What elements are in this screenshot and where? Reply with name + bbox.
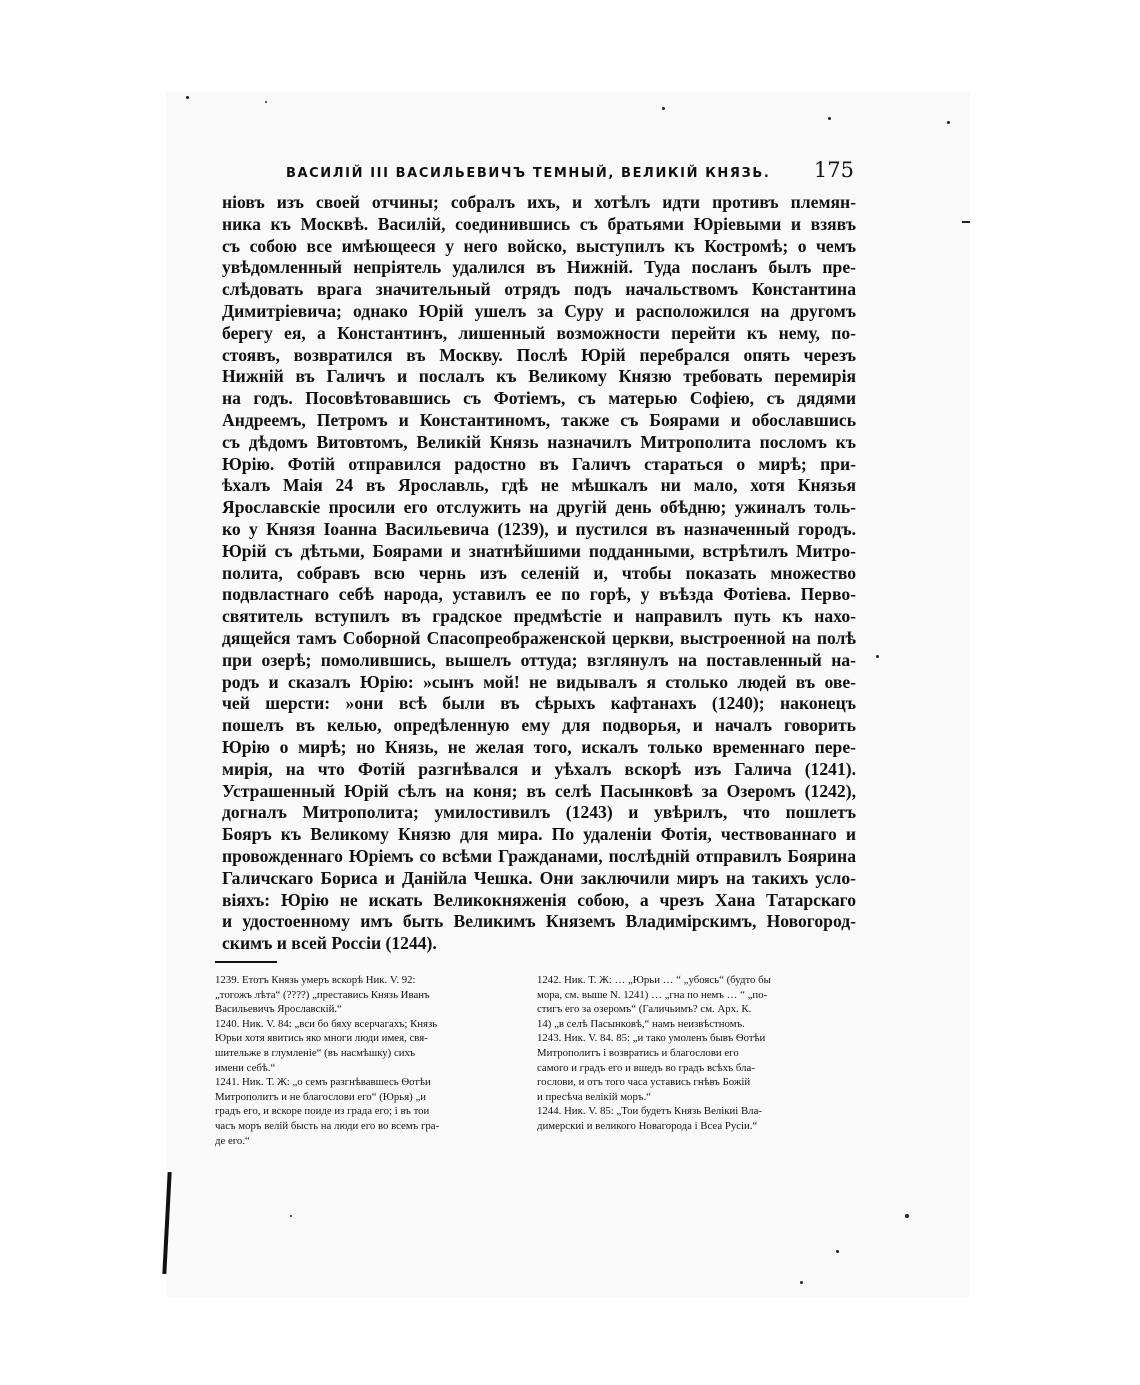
text-line: берегу ея, а Константинъ, лишенный возможности перейти къ нему, по- [222,322,856,343]
footnote-line: самого и градъ его и вшедъ во градъ всѣхъ бла- [537,1061,755,1074]
footnote-line: 1240. Ник. V. 84: „вси бо бяху всерчагахъ; Князь [215,1017,438,1030]
footnote-line: 1244. Ник. V. 85: „Тои будетъ Князь Велікиі Вла- [537,1105,762,1118]
text-line: пошелъ въ келью, опредѣленную ему для подворья, и началъ говорить [222,715,856,736]
scan-speck [265,101,267,103]
text-line: слѣдовать врага значительный отрядъ подъ начальствомъ Константина [222,279,856,300]
scan-speck [836,1250,839,1253]
scan-speck [290,1215,292,1217]
page-number: 175 [813,158,854,182]
text-line: Юрію. Фотій отправился радостно въ Галичъ стараться о мирѣ; при- [222,453,856,474]
main-text [222,192,856,955]
footnote-separator [215,961,277,963]
running-title: ВАСИЛІЙ III ВАСИЛЬЕВИЧЪ ТЕМНЫЙ, ВЕЛИКІЙ КНЯЗЬ. [286,166,771,181]
text-line: догналъ Митрополита; умилостивилъ (1243) и увѣрилъ, что пошлетъ [222,802,856,823]
footnote-line: 14) „в селѣ Пасынковѣ,“ намъ неизвѣстномъ. [537,1017,745,1030]
text-line: при озерѣ; помолившись, вышелъ оттуда; взглянулъ на поставленный на- [222,649,856,670]
footnote-line: 1243. Ник. V. 84. 85: „и тако умоленъ бывъ Ѳотѣи [537,1032,766,1045]
footnotes-right-column [537,973,855,1134]
text-line: Андреемъ, Петромъ и Константиномъ, также съ Боярами и обославшись [222,409,856,430]
text-line: ѣхалъ Маія 24 въ Ярославль, гдѣ не мѣшкалъ ни мало, хотя Князья [222,475,856,496]
text-line: Галичскаго Бориса и Данійла Чешка. Они заключили миръ на такихъ усло- [222,867,856,888]
page-header [262,158,862,192]
text-line: стоявъ, возвратился въ Москву. Послѣ Юрій перебрался опять черезъ [222,344,856,365]
footnote-line: Митрополитъ и не благослови его“ (Юрья) „и [215,1090,427,1103]
scan-speck [662,107,665,110]
footnote-line: имени себѣ.“ [215,1061,276,1074]
footnote-line: Юрьи хотя явитись яко многи люди имея, свя- [215,1032,428,1045]
footnote-line: и пресѣча велікій моръ.“ [537,1090,651,1103]
footnote-line: гослови, и отъ того часа уставись гнѣвъ Божій [537,1076,751,1089]
footnote-line: градъ его, и вскоре поиде из града его; і въ тои [215,1105,430,1118]
footnote-line: 1242. Ник. Т. Ж: … „Юрьи … “ „убоясь“ (будто бы [537,974,771,986]
footnote-line: 1239. Етотъ Князь умеръ вскорѣ Ник. V. 92: [215,974,416,986]
footnote-line: шительже в глумленіе“ (въ насмѣшку) сихъ [215,1046,416,1059]
text-line: съ дѣдомъ Витовтомъ, Великій Князь назначилъ Митрополита посломъ къ [222,431,856,452]
footnote-line: „тогожъ лѣта“ (????) „преставись Князь Иванъ [215,988,430,1001]
scan-speck [800,1281,803,1284]
text-line: Нижній въ Галичъ и послалъ къ Великому Князю требовать перемирія [222,366,856,387]
text-line: Ярославскіе просили его отслужить на другій день обѣдню; ужиналъ толь- [222,497,856,518]
text-line: Бояръ къ Великому Князю для мира. По удаленіи Фотія, чествованнаго и [222,824,856,845]
scan-speck [876,655,879,658]
text-line: ко у Князя Іоанна Васильевича (1239), и пустился въ назначенный городъ. [222,518,856,539]
text-line: Устрашенный Юрій сѣлъ на коня; въ селѣ Пасынковѣ за Озеромъ (1242), [222,780,856,801]
scan-speck [947,121,950,124]
footnote-line: Митрополитъ і возвратись и благослови его [537,1046,739,1059]
footnote-line: часъ моръ велій бысть на люди его во всемъ гра- [215,1119,440,1132]
footnote-line: Васильевичъ Ярославскій.“ [215,1003,342,1016]
footnote-line: де его.“ [215,1134,250,1147]
text-line: віяхъ: Юрію не искать Великокняженія собою, а чрезъ Хана Татарскаго [222,889,856,910]
text-line: съ собою все имѣющееся у него войско, выступилъ къ Костромѣ; о чемъ [222,235,856,256]
scan-speck [962,221,970,223]
text-line: и удостоенному имъ быть Великимъ Княземъ Владимірскимъ, Новогород- [222,911,856,932]
text-line: провожденнаго Юріемъ со всѣми Гражданами, послѣдній отправилъ Боярина [222,845,856,866]
scan-speck [186,96,189,99]
text-line: родъ и сказалъ Юрію: »сынъ мой! не видывалъ я столько людей въ ове- [222,671,856,692]
footnote-line: мора, см. выше N. 1241) … „гна по немъ … “ „по- [537,988,768,1001]
footnote-line: димерскиі и великого Новагорода і Всеа Русіи.“ [537,1119,758,1132]
scan-speck [905,1214,909,1218]
text-line: мирія, на что Фотій разгнѣвался и уѣхалъ вскорѣ изъ Галича (1241). [222,758,856,779]
footnote-line: 1241. Ник. Т. Ж: „о семъ разгнѣвавшесь Ѳотѣи [215,1076,431,1089]
text-line: чей шерсти: »они всѣ были въ сѣрыхъ кафтанахъ (1240); наконецъ [222,693,856,714]
footnotes-left-column [215,973,533,1148]
text-line: подвластнаго себѣ народа, уставилъ ее по горѣ, у въѣзда Фотіева. Перво- [222,584,856,605]
text-line: ніовъ изъ своей отчины; собралъ ихъ, и хотѣлъ идти противъ племян- [222,192,856,212]
scan-speck [828,117,831,120]
text-line: Димитріевича; однако Юрій ушелъ за Суру и расположился на другомъ [222,300,856,321]
text-line: увѣдомленный непріятель удалился въ Нижній. Туда посланъ былъ пре- [222,257,856,278]
text-line: Юрію о мирѣ; но Князь, не желая того, искалъ только временнаго пере- [222,736,856,757]
text-line: ника къ Москвѣ. Василій, соединившись съ братьями Юріевыми и взявъ [222,213,856,234]
text-line: святитель вступилъ въ градское предмѣстіе и направилъ путь къ нахо- [222,606,856,627]
text-line: полита, собравъ всю чернь изъ селеній и, чтобы показать множество [222,562,856,583]
text-line: дящейся тамъ Соборной Спасопреображенской церкви, выстроенной на полѣ [222,627,856,648]
text-line: Юрій съ дѣтьми, Боярами и знатнѣйшими подданными, встрѣтилъ Митро- [222,540,856,561]
text-line: скимъ и всей Россіи (1244). [222,933,437,954]
footnote-line: стигъ его за озеромъ“ (Галичьимъ? см. Арх. К. [537,1003,752,1016]
text-line: на годъ. Посовѣтовавшись съ Фотіемъ, съ матерью Софіею, съ дядями [222,388,856,409]
